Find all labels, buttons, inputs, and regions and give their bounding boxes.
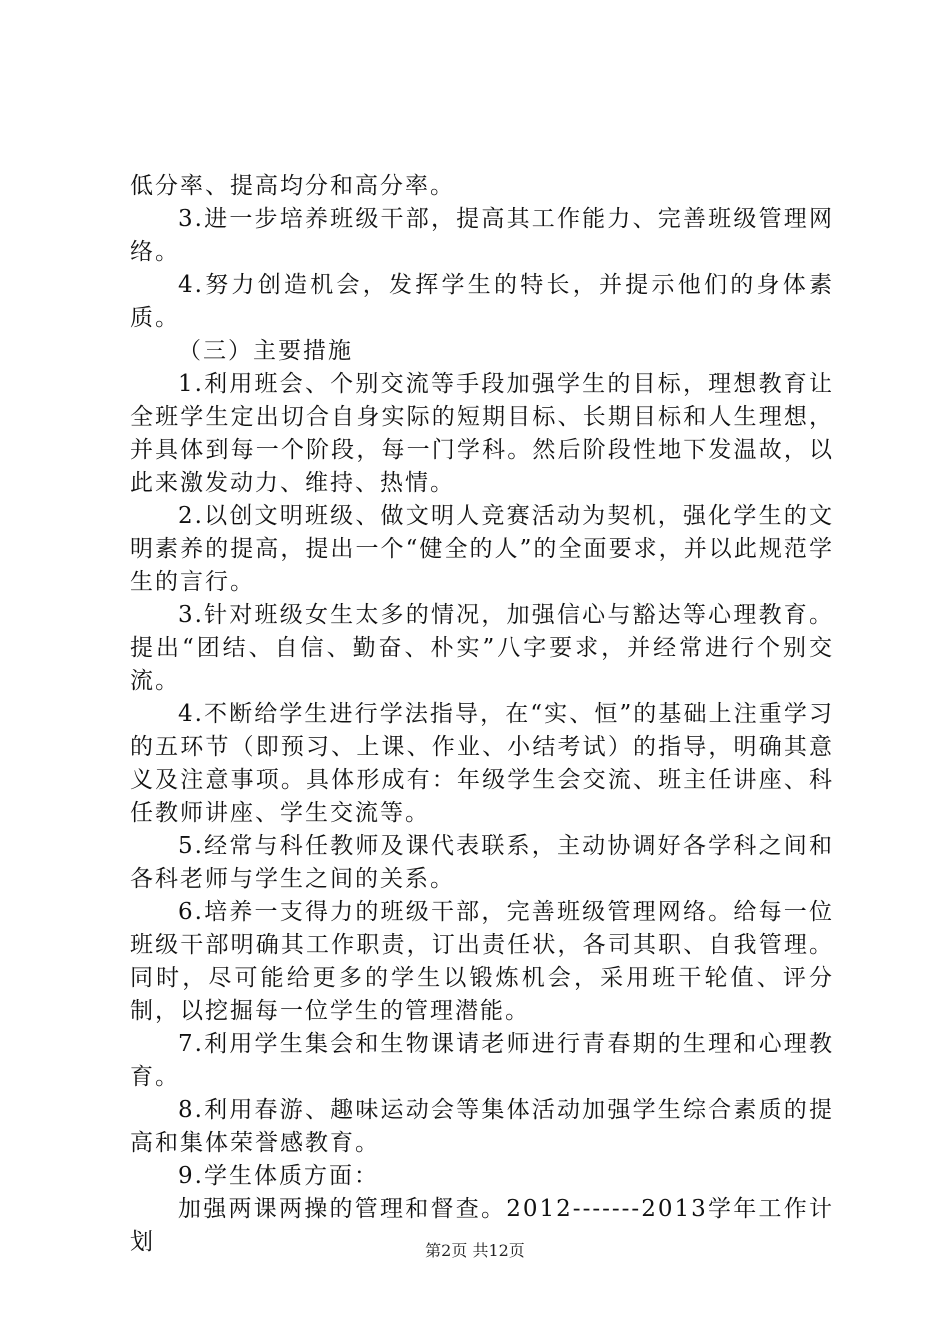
paragraph-item-4-talents: 4.努力创造机会，发挥学生的特长，并提示他们的身体素质。 — [130, 272, 834, 331]
paragraph-measure-1: 1.利用班会、个别交流等手段加强学生的目标，理想教育让全班学生定出切合自身实际的短期目标、长期目标和人生理想，并具体到每一个阶段，每一门学科。然后阶段性地下发温故，以此来激发动力、维持、热情。 — [130, 371, 834, 496]
document-body — [130, 170, 834, 1259]
paragraph-item-3-cadres: 3.进一步培养班级干部，提高其工作能力、完善班级管理网络。 — [130, 206, 834, 265]
section-heading-main-measures: （三）主要措施 — [178, 338, 353, 364]
paragraph-measure-2: 2.以创文明班级、做文明人竞赛活动为契机，强化学生的文明素养的提高，提出一个“健全的人”的全面要求，并以此规范学生的言行。 — [130, 503, 834, 595]
paragraph-measure-4: 4.不断给学生进行学法指导，在“实、恒”的基础上注重学习的五环节（即预习、上课、作业、小结考试）的指导，明确其意义及注意事项。具体形成有：年级学生会交流、班主任讲座、科任教师讲座、学生交流等。 — [130, 701, 834, 826]
paragraph-measure-6: 6.培养一支得力的班级干部，完善班级管理网络。给每一位班级干部明确其工作职责，订出责任状，各司其职、自我管理。同时，尽可能给更多的学生以锻炼机会，采用班干轮值、评分制，以挖掘每一位学生的管理潜能。 — [130, 899, 834, 1024]
page-number-footer: 第2页 共12页 — [425, 1241, 525, 1260]
paragraph-measure-3: 3.针对班级女生太多的情况，加强信心与豁达等心理教育。提出“团结、自信、勤奋、朴实”八字要求，并经常进行个别交流。 — [130, 602, 834, 694]
paragraph-measure-8: 8.利用春游、趣味运动会等集体活动加强学生综合素质的提高和集体荣誉感教育。 — [130, 1097, 834, 1156]
paragraph-continuation: 低分率、提高均分和高分率。 — [130, 173, 455, 199]
paragraph-measure-5: 5.经常与科任教师及课代表联系，主动协调好各学科之间和各科老师与学生之间的关系。 — [130, 833, 834, 892]
paragraph-measure-9: 9.学生体质方面： — [178, 1163, 379, 1189]
paragraph-measure-7: 7.利用学生集会和生物课请老师进行青春期的生理和心理教育。 — [130, 1031, 834, 1090]
paragraph-physical-fitness: 加强两课两操的管理和督查。2012-------2013学年工作计划 — [130, 1196, 834, 1255]
